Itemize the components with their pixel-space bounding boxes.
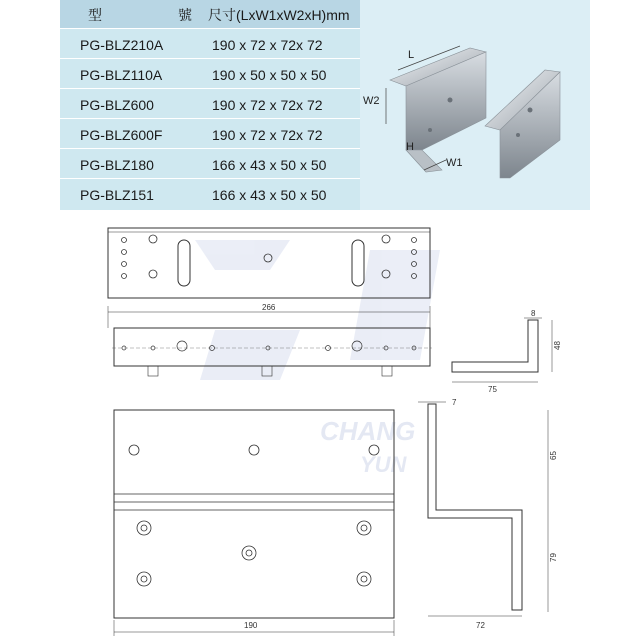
screw-hole [528, 108, 533, 113]
dim-label-72: 72 [476, 621, 485, 630]
screw-hole [428, 128, 432, 132]
table-cell-size: 190 x 72 x 72x 72 [212, 127, 323, 143]
foot-tab [148, 366, 158, 376]
table-cell-size: 190 x 50 x 50 x 50 [212, 67, 327, 83]
table-cell-model: PG-BLZ600 [80, 97, 154, 113]
row-divider [60, 58, 360, 59]
spec-table [60, 0, 360, 210]
mount-hole [129, 445, 139, 455]
foot-tab [382, 366, 392, 376]
mount-hole [382, 235, 390, 243]
mount-hole [141, 576, 147, 582]
dim-label-190: 190 [244, 621, 258, 630]
table-cell-model: PG-BLZ110A [80, 67, 163, 83]
dim-label-7: 7 [452, 398, 457, 407]
row-divider [60, 28, 360, 29]
slot-left [178, 240, 190, 286]
header-model-left: 型 [88, 7, 102, 23]
row-divider [60, 118, 360, 119]
dim-label-75: 75 [488, 385, 497, 394]
photo-label-w1: W1 [446, 157, 463, 169]
mount-hole [149, 270, 157, 278]
table-cell-model: PG-BLZ210A [80, 37, 164, 53]
technical-drawing [0, 210, 640, 640]
mount-hole [137, 572, 151, 586]
mount-hole [361, 576, 367, 582]
mount-hole [242, 546, 256, 560]
mount-hole [412, 238, 417, 243]
table-cell-size: 166 x 43 x 50 x 50 [212, 157, 327, 173]
large-side-profile [428, 404, 522, 610]
small-side-profile [452, 320, 538, 372]
mount-hole [122, 250, 127, 255]
dim-label-266: 266 [262, 303, 276, 312]
screw-hole [516, 133, 520, 137]
mount-hole [249, 445, 259, 455]
mount-hole [361, 525, 367, 531]
dim-label-79: 79 [549, 553, 558, 562]
photo-label-w2: W2 [363, 95, 380, 107]
photo-label-l: L [408, 49, 415, 61]
table-cell-size: 190 x 72 x 72x 72 [212, 97, 323, 113]
mount-hole [357, 572, 371, 586]
dim-label-48: 48 [553, 341, 562, 350]
header-model-right: 號 [178, 7, 192, 23]
table-cell-model: PG-BLZ151 [80, 187, 154, 203]
dim-label-65: 65 [549, 451, 558, 460]
table-cell-model: PG-BLZ180 [80, 157, 154, 173]
row-divider [60, 88, 360, 89]
bracket-photo [360, 0, 590, 210]
bracket-left-bottom-face [406, 150, 442, 172]
mount-hole [122, 262, 127, 267]
mount-hole [357, 521, 371, 535]
watermark-text-2: YUN [360, 452, 407, 477]
bracket-photo-panel [360, 0, 590, 210]
photo-label-h: H [406, 141, 414, 153]
row-divider [60, 178, 360, 179]
mount-hole [122, 274, 127, 279]
mount-hole [177, 341, 187, 351]
table-cell-size: 166 x 43 x 50 x 50 [212, 187, 327, 203]
screw-hole [448, 98, 453, 103]
mount-hole [141, 525, 147, 531]
header-size: 尺寸(LxW1xW2xH)mm [208, 7, 350, 23]
mount-hole [137, 521, 151, 535]
slot-right [352, 240, 364, 286]
table-cell-size: 190 x 72 x 72x 72 [212, 37, 323, 53]
mount-hole [149, 235, 157, 243]
dim-label-small-t: 8 [531, 309, 536, 318]
mount-hole [246, 550, 252, 556]
mount-hole [122, 238, 127, 243]
watermark-logo [195, 240, 440, 477]
watermark-text-1: CHANG [320, 416, 416, 446]
row-divider [60, 148, 360, 149]
table-cell-model: PG-BLZ600F [80, 127, 163, 143]
